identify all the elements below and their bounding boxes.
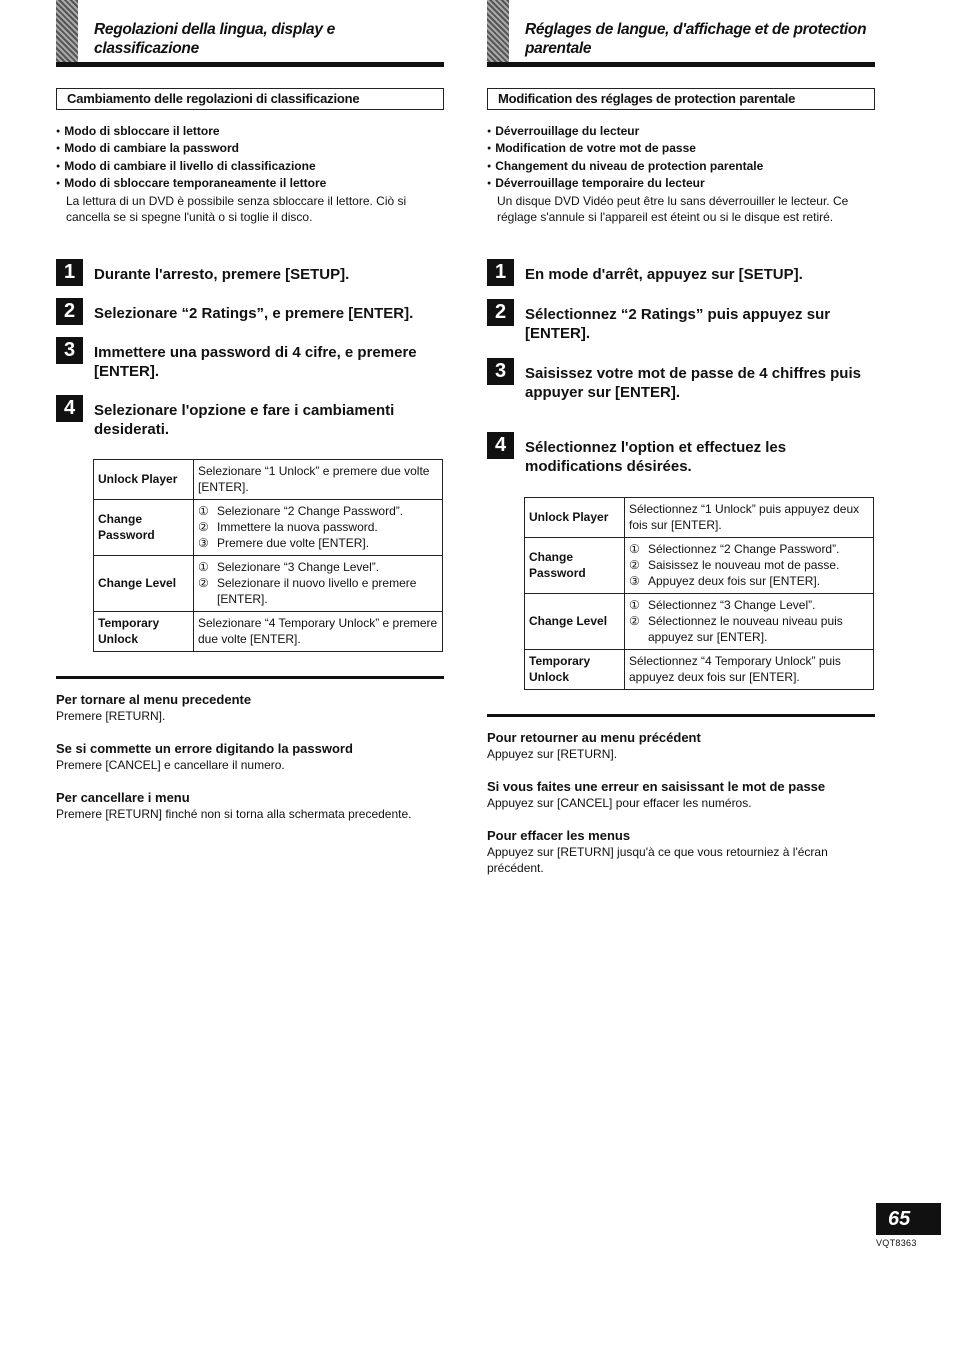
circled-number: ② [629, 614, 640, 629]
table-key: Unlock Player [94, 460, 194, 500]
step-text: Sélectionnez “2 Ratings” puis appuyez sur [ENTER]. [525, 306, 831, 343]
step-text: En mode d'arrêt, appuyez sur [SETUP]. [525, 266, 803, 284]
table-row [525, 538, 874, 594]
step-1 [56, 261, 444, 284]
circled-number: ③ [629, 574, 640, 589]
list-item: ● Déverrouillage du lecteur [487, 123, 875, 140]
line-text: Immettere la nuova password. [217, 520, 378, 535]
section-header [56, 0, 444, 68]
notes [56, 691, 444, 822]
line-text: Selezionare “1 Unlock” e premere due volte [ENTER]. [198, 464, 430, 495]
header-rule [56, 62, 444, 67]
line-text: Premere due volte [ENTER]. [217, 536, 370, 551]
line-text: Sélectionnez “2 Change Password”. [648, 542, 840, 557]
step-number: 4 [56, 395, 83, 422]
list-item: ● Changement du niveau de protection parentale [487, 158, 875, 175]
header-title: Regolazioni della lingua, display e classificazione [94, 21, 335, 57]
step-3 [487, 360, 875, 402]
circled-number: ② [198, 576, 209, 591]
table-key: Change Password [94, 500, 194, 556]
table-row [525, 650, 874, 690]
step-text: Saisissez votre mot de passe de 4 chiffres puis appuyer sur [ENTER]. [525, 365, 861, 402]
step-text: Durante l'arresto, premere [SETUP]. [94, 266, 350, 284]
step-number: 2 [56, 298, 83, 325]
line-text: Sélectionnez “3 Change Level”. [648, 598, 816, 613]
table-value [194, 460, 443, 500]
circled-number: ① [629, 542, 640, 557]
table-value [194, 556, 443, 612]
box-title: Cambiamento delle regolazioni di classificazione [56, 88, 444, 110]
divider [487, 714, 875, 717]
table-value [625, 594, 874, 650]
table-row [94, 500, 443, 556]
table-row [525, 594, 874, 650]
document-code: VQT8363 [876, 1238, 917, 1248]
line-text: Selezionare il nuovo livello e premere [ENTER]. [217, 576, 417, 607]
intro-text: La lettura di un DVD è possibile senza sbloccare il lettore. Ciò si cancella se si spegne l'unità o si toglie il disco. [66, 193, 407, 225]
table-key: Temporary Unlock [525, 650, 625, 690]
list-item: ● Modo di cambiare il livello di classificazione [56, 158, 444, 175]
line-text: Sélectionnez “4 Temporary Unlock” puis appuyez deux fois sur [ENTER]. [629, 654, 841, 685]
french-column [487, 0, 875, 892]
italian-column [56, 0, 444, 838]
note-heading: Per cancellare i menu [56, 790, 190, 806]
table-value [625, 650, 874, 690]
table-value [194, 612, 443, 652]
step-4 [56, 397, 444, 439]
circled-number: ③ [198, 536, 209, 551]
divider [56, 676, 444, 679]
table-row [94, 556, 443, 612]
table-key: Change Level [525, 594, 625, 650]
table-key: Temporary Unlock [94, 612, 194, 652]
table-row [94, 612, 443, 652]
note-text: Appuyez sur [RETURN]. [487, 747, 618, 762]
step-2 [56, 300, 444, 323]
circled-number: ② [198, 520, 209, 535]
note-text: Premere [RETURN]. [56, 709, 166, 724]
step-number: 1 [56, 259, 83, 286]
step-number: 2 [487, 299, 514, 326]
note-heading: Se si commette un errore digitando la password [56, 741, 353, 757]
line-text: Selezionare “4 Temporary Unlock” e premere due volte [ENTER]. [198, 616, 438, 647]
list-item: ● Modification de votre mot de passe [487, 140, 875, 157]
steps [487, 261, 875, 476]
header-rule [487, 62, 875, 67]
step-number: 3 [487, 358, 514, 385]
step-number: 1 [487, 259, 514, 286]
circled-number: ② [629, 558, 640, 573]
circled-number: ① [198, 504, 209, 519]
feature-list [487, 123, 875, 193]
step-text: Immettere una password di 4 cifre, e premere [ENTER]. [94, 344, 417, 381]
table-key: Change Level [94, 556, 194, 612]
header-bar [56, 0, 78, 66]
circled-number: ① [629, 598, 640, 613]
feature-list [56, 123, 444, 193]
table-key: Unlock Player [525, 498, 625, 538]
header-title: Réglages de langue, d'affichage et de protection parentale [525, 21, 867, 57]
section-header [487, 0, 875, 68]
step-text: Selezionare l'opzione e fare i cambiamenti desiderati. [94, 402, 395, 439]
steps [56, 261, 444, 439]
notes [487, 729, 875, 876]
line-text: Appuyez deux fois sur [ENTER]. [648, 574, 821, 589]
line-text: Selezionare “2 Change Password”. [217, 504, 404, 519]
step-4 [487, 434, 875, 476]
box-title: Modification des réglages de protection parentale [487, 88, 875, 110]
note-text: Premere [RETURN] finché non si torna alla schermata precedente. [56, 807, 412, 822]
intro-text: Un disque DVD Vidéo peut être lu sans déverrouiller le lecteur. Ce réglage s'annule si l'appareil est éteint ou si le disque est retiré. [497, 193, 849, 225]
list-item: ● Déverrouillage temporaire du lecteur [487, 175, 875, 192]
step-3 [56, 339, 444, 381]
line-text: Selezionare “3 Change Level”. [217, 560, 380, 575]
circled-number: ① [198, 560, 209, 575]
list-item: ● Modo di sbloccare il lettore [56, 123, 444, 140]
step-text: Selezionare “2 Ratings”, e premere [ENTER]. [94, 305, 414, 323]
options-table [93, 459, 443, 652]
note-text: Premere [CANCEL] e cancellare il numero. [56, 758, 285, 773]
note-text: Appuyez sur [CANCEL] pour effacer les numéros. [487, 796, 752, 811]
line-text: Sélectionnez le nouveau niveau puis appuyez sur [ENTER]. [648, 614, 843, 645]
note-heading: Pour retourner au menu précédent [487, 730, 701, 746]
step-text: Sélectionnez l'option et effectuez les modifications désirées. [525, 439, 787, 476]
note-heading: Si vous faites une erreur en saisissant le mot de passe [487, 779, 826, 795]
step-2 [487, 301, 875, 343]
step-number: 3 [56, 337, 83, 364]
options-table [524, 497, 874, 690]
table-row [525, 498, 874, 538]
table-value [625, 498, 874, 538]
line-text: Sélectionnez “1 Unlock” puis appuyez deux fois sur [ENTER]. [629, 502, 860, 533]
line-text: Saisissez le nouveau mot de passe. [648, 558, 840, 573]
table-value [194, 500, 443, 556]
header-bar [487, 0, 509, 66]
note-text: Appuyez sur [RETURN] jusqu'à ce que vous retourniez à l'écran précédent. [487, 845, 828, 876]
step-number: 4 [487, 432, 514, 459]
note-heading: Per tornare al menu precedente [56, 692, 252, 708]
page-number: 65 [876, 1203, 941, 1235]
list-item: ● Modo di cambiare la password [56, 140, 444, 157]
table-key: Change Password [525, 538, 625, 594]
step-1 [487, 261, 875, 284]
table-value [625, 538, 874, 594]
list-item: ● Modo di sbloccare temporaneamente il lettore [56, 175, 444, 192]
table-row [94, 460, 443, 500]
note-heading: Pour effacer les menus [487, 828, 631, 844]
